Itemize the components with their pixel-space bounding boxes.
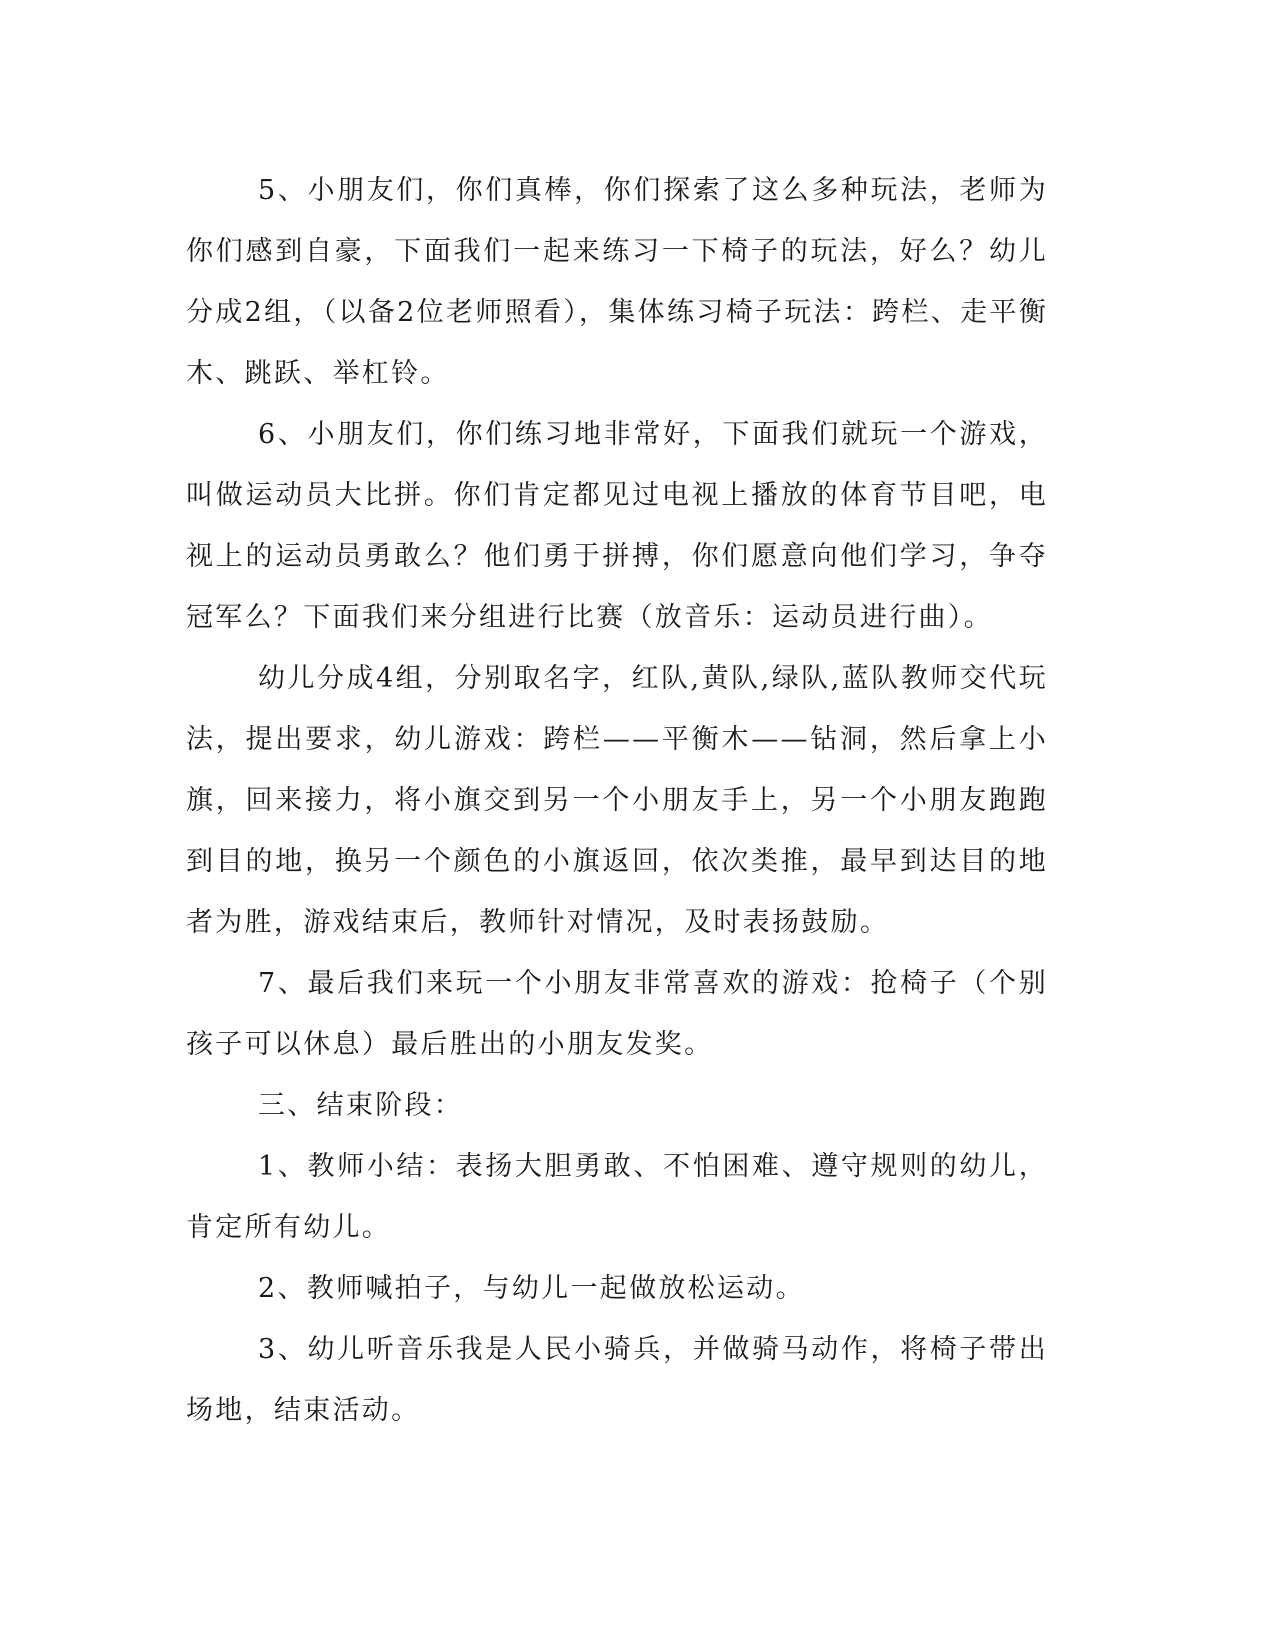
paragraph-game-rules: 幼儿分成4组，分别取名字，红队,黄队,绿队,蓝队教师交代玩法，提出要求，幼儿游戏：跨栏——平衡木——钻洞，然后拿上小旗，回来接力，将小旗交到另一个小朋友手上，另一个小朋友跑跑到目的地，换另一个颜色的小旗返回，依次类推，最早到达目的地者为胜，游戏结束后，教师针对情况，及时表扬鼓励。 [186, 663, 1048, 938]
paragraph-step-7: 7、最后我们来玩一个小朋友非常喜欢的游戏：抢椅子（个别孩子可以休息）最后胜出的小朋友发奖。 [186, 968, 1048, 1060]
paragraph-step-6: 6、小朋友们，你们练习地非常好，下面我们就玩一个游戏，叫做运动员大比拼。你们肯定都见过电视上播放的体育节目吧，电视上的运动员勇敢么？他们勇于拼搏，你们愿意向他们学习，争夺冠军么？下面我们来分组进行比赛（放音乐：运动员进行曲）。 [186, 419, 1048, 633]
paragraph-ending-3: 3、幼儿听音乐我是人民小骑兵，并做骑马动作，将椅子带出场地，结束活动。 [186, 1334, 1048, 1426]
document-body [186, 160, 1048, 1441]
paragraph-step-5: 5、小朋友们，你们真棒，你们探索了这么多种玩法，老师为你们感到自豪，下面我们一起来练习一下椅子的玩法，好么？幼儿分成2组，（以备2位老师照看），集体练习椅子玩法：跨栏、走平衡木、跳跃、举杠铃。 [186, 175, 1048, 389]
paragraph-ending-2: 2、教师喊拍子，与幼儿一起做放松运动。 [258, 1273, 805, 1304]
paragraph-ending-1: 1、教师小结：表扬大胆勇敢、不怕困难、遵守规则的幼儿，肯定所有幼儿。 [186, 1151, 1048, 1243]
section-heading-ending: 三、结束阶段： [258, 1090, 464, 1121]
